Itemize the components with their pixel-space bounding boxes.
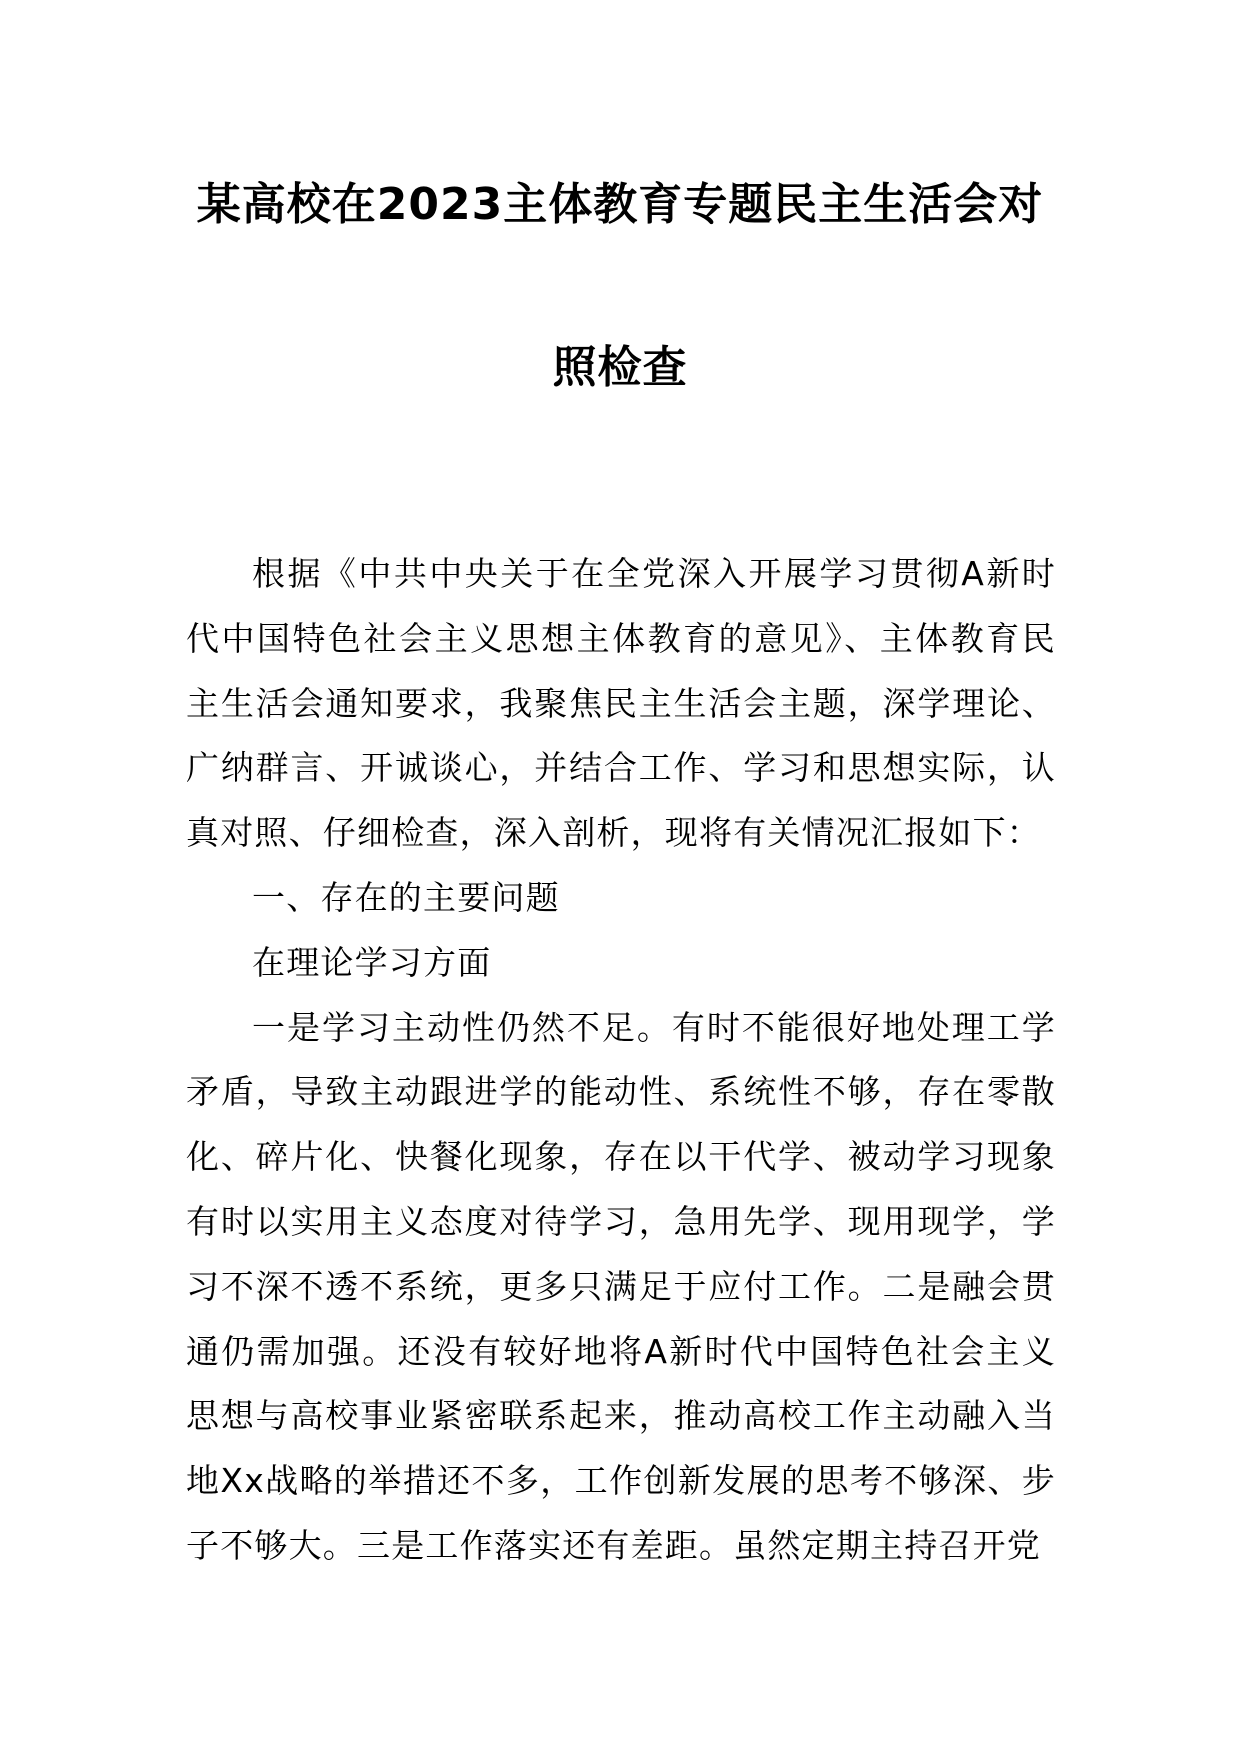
- body-paragraph: 一是学习主动性仍然不足。有时不能很好地处理工学矛盾，导致主动跟进学的能动性、系统性不够，存在零散化、碎片化、快餐化现象，存在以干代学、被动学习现象有时以实用主义态度对待学习，急用先学、现用现学，学习不深不透不系统，更多只满足于应付工作。二是融会贯通仍需加强。还没有较好地将A新时代中国特色社会主义思想与高校事业紧密联系起来，推动高校工作主动融入当地Xx战略的举措还不多，工作创新发展的思考不够深、步子不够大。三是工作落实还有差距。虽然定期主持召开党: [186, 1007, 1056, 1565]
- title-line-2: 照检查: [552, 342, 688, 393]
- section-heading: 一、存在的主要问题: [252, 877, 560, 917]
- subsection-heading: 在理论学习方面: [252, 942, 492, 982]
- document-body: [186, 542, 1056, 1579]
- title-line-1: 某高校在2023主体教育专题民主生活会对: [196, 179, 1044, 230]
- intro-paragraph: 根据《中共中央关于在全党深入开展学习贯彻A新时代中国特色社会主义思想主体教育的意见》、主体教育民主生活会通知要求，我聚焦民主生活会主题，深学理论、广纳群言、开诚谈心，并结合工作、学习和思想实际，认真对照、仔细检查，深入剖析，现将有关情况汇报如下：: [186, 554, 1056, 853]
- document-title: [150, 175, 1090, 398]
